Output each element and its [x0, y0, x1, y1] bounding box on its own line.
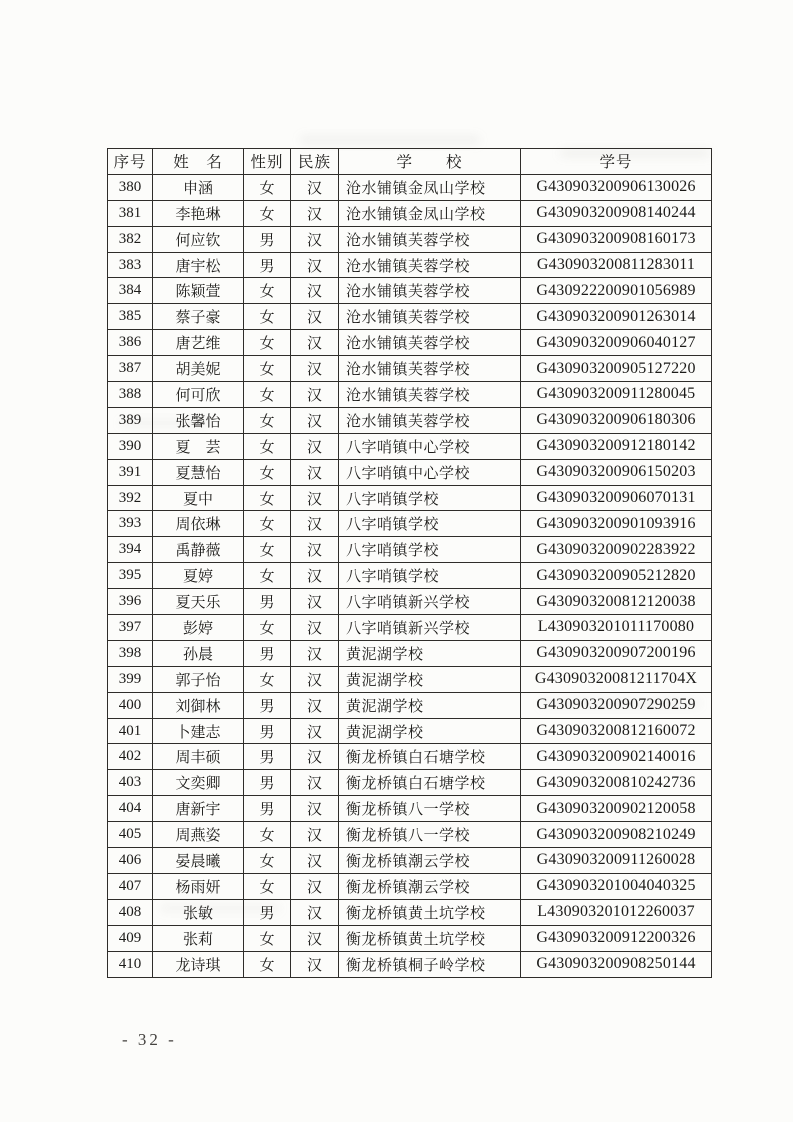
- table-row: [108, 226, 712, 252]
- cell-school: 衡龙桥镇潮云学校: [339, 848, 521, 874]
- cell-school: 衡龙桥镇白石塘学校: [339, 744, 521, 770]
- cell-school: 沧水铺镇芙蓉学校: [339, 330, 521, 356]
- cell-ethnicity: 汉: [291, 589, 339, 615]
- cell-student-id: G430903200906150203: [521, 459, 712, 485]
- cell-serial: 391: [108, 459, 153, 485]
- cell-student-id: G430903200905212820: [521, 563, 712, 589]
- cell-serial: 384: [108, 278, 153, 304]
- cell-name: 周依琳: [153, 511, 244, 537]
- cell-gender: 女: [244, 304, 291, 330]
- cell-ethnicity: 汉: [291, 537, 339, 563]
- cell-ethnicity: 汉: [291, 822, 339, 848]
- cell-school: 黄泥湖学校: [339, 666, 521, 692]
- cell-student-id: G430903200811283011: [521, 252, 712, 278]
- cell-student-id: G430903200810242736: [521, 770, 712, 796]
- cell-name: 周燕姿: [153, 822, 244, 848]
- table-row: [108, 304, 712, 330]
- cell-gender: 女: [244, 563, 291, 589]
- cell-serial: 404: [108, 796, 153, 822]
- cell-ethnicity: 汉: [291, 433, 339, 459]
- cell-gender: 女: [244, 485, 291, 511]
- table-row: [108, 796, 712, 822]
- cell-ethnicity: 汉: [291, 692, 339, 718]
- cell-gender: 女: [244, 951, 291, 977]
- cell-ethnicity: 汉: [291, 485, 339, 511]
- cell-name: 夏婷: [153, 563, 244, 589]
- cell-ethnicity: 汉: [291, 511, 339, 537]
- cell-ethnicity: 汉: [291, 459, 339, 485]
- cell-gender: 女: [244, 278, 291, 304]
- table-row: [108, 278, 712, 304]
- cell-name: 夏慧怡: [153, 459, 244, 485]
- cell-gender: 男: [244, 899, 291, 925]
- table-row: [108, 718, 712, 744]
- cell-gender: 男: [244, 692, 291, 718]
- table-row: [108, 744, 712, 770]
- cell-serial: 381: [108, 200, 153, 226]
- cell-school: 八字哨镇中心学校: [339, 459, 521, 485]
- table-row: [108, 925, 712, 951]
- cell-school: 沧水铺镇芙蓉学校: [339, 226, 521, 252]
- cell-school: 沧水铺镇芙蓉学校: [339, 356, 521, 382]
- cell-serial: 389: [108, 407, 153, 433]
- cell-student-id: L430903201012260037: [521, 899, 712, 925]
- cell-gender: 女: [244, 666, 291, 692]
- cell-gender: 男: [244, 589, 291, 615]
- col-header-ethnicity: 民族: [291, 149, 339, 175]
- cell-student-id: G430903200902283922: [521, 537, 712, 563]
- cell-serial: 395: [108, 563, 153, 589]
- table-header: [108, 149, 712, 175]
- cell-student-id: G430903200906180306: [521, 407, 712, 433]
- student-roster-table: [107, 148, 712, 978]
- cell-student-id: G430903200907290259: [521, 692, 712, 718]
- cell-serial: 390: [108, 433, 153, 459]
- cell-serial: 401: [108, 718, 153, 744]
- cell-gender: 女: [244, 200, 291, 226]
- table-row: [108, 433, 712, 459]
- cell-gender: 男: [244, 796, 291, 822]
- cell-serial: 410: [108, 951, 153, 977]
- cell-serial: 400: [108, 692, 153, 718]
- cell-gender: 男: [244, 718, 291, 744]
- cell-school: 衡龙桥镇黄土坑学校: [339, 925, 521, 951]
- cell-ethnicity: 汉: [291, 770, 339, 796]
- cell-ethnicity: 汉: [291, 796, 339, 822]
- cell-school: 衡龙桥镇白石塘学校: [339, 770, 521, 796]
- cell-serial: 394: [108, 537, 153, 563]
- table-row: [108, 407, 712, 433]
- cell-student-id: G430922200901056989: [521, 278, 712, 304]
- cell-gender: 女: [244, 433, 291, 459]
- table-row: [108, 563, 712, 589]
- cell-school: 衡龙桥镇八一学校: [339, 822, 521, 848]
- cell-name: 彭婷: [153, 615, 244, 641]
- cell-name: 蔡子豪: [153, 304, 244, 330]
- cell-name: 张莉: [153, 925, 244, 951]
- cell-gender: 女: [244, 822, 291, 848]
- cell-student-id: G430903200912180142: [521, 433, 712, 459]
- table-row: [108, 640, 712, 666]
- table-row: [108, 770, 712, 796]
- cell-student-id: G430903200908210249: [521, 822, 712, 848]
- cell-school: 衡龙桥镇黄土坑学校: [339, 899, 521, 925]
- cell-name: 陈颖萱: [153, 278, 244, 304]
- cell-school: 黄泥湖学校: [339, 718, 521, 744]
- table-row: [108, 252, 712, 278]
- col-header-gender: 性别: [244, 149, 291, 175]
- cell-name: 晏晨曦: [153, 848, 244, 874]
- table-row: [108, 822, 712, 848]
- cell-gender: 男: [244, 226, 291, 252]
- cell-serial: 403: [108, 770, 153, 796]
- cell-gender: 女: [244, 873, 291, 899]
- cell-school: 八字哨镇学校: [339, 537, 521, 563]
- cell-gender: 女: [244, 537, 291, 563]
- cell-school: 沧水铺镇芙蓉学校: [339, 278, 521, 304]
- cell-gender: 女: [244, 848, 291, 874]
- table-row: [108, 174, 712, 200]
- cell-gender: 女: [244, 174, 291, 200]
- header-row: [108, 149, 712, 175]
- cell-gender: 男: [244, 252, 291, 278]
- cell-school: 衡龙桥镇八一学校: [339, 796, 521, 822]
- table-row: [108, 537, 712, 563]
- cell-serial: 388: [108, 382, 153, 408]
- cell-ethnicity: 汉: [291, 174, 339, 200]
- cell-ethnicity: 汉: [291, 252, 339, 278]
- cell-serial: 385: [108, 304, 153, 330]
- cell-student-id: G430903200911260028: [521, 848, 712, 874]
- cell-school: 黄泥湖学校: [339, 640, 521, 666]
- cell-serial: 392: [108, 485, 153, 511]
- cell-school: 八字哨镇中心学校: [339, 433, 521, 459]
- cell-gender: 女: [244, 925, 291, 951]
- cell-student-id: G430903200908250144: [521, 951, 712, 977]
- cell-ethnicity: 汉: [291, 615, 339, 641]
- cell-student-id: G430903200812120038: [521, 589, 712, 615]
- cell-school: 八字哨镇新兴学校: [339, 615, 521, 641]
- table-row: [108, 511, 712, 537]
- cell-name: 何可欣: [153, 382, 244, 408]
- table-row: [108, 951, 712, 977]
- cell-student-id: G430903200901093916: [521, 511, 712, 537]
- cell-name: 周丰硕: [153, 744, 244, 770]
- cell-school: 沧水铺镇芙蓉学校: [339, 304, 521, 330]
- cell-serial: 393: [108, 511, 153, 537]
- cell-ethnicity: 汉: [291, 640, 339, 666]
- cell-student-id: G430903200907200196: [521, 640, 712, 666]
- cell-ethnicity: 汉: [291, 718, 339, 744]
- cell-school: 八字哨镇学校: [339, 511, 521, 537]
- cell-gender: 女: [244, 382, 291, 408]
- cell-name: 杨雨妍: [153, 873, 244, 899]
- cell-gender: 男: [244, 770, 291, 796]
- cell-ethnicity: 汉: [291, 899, 339, 925]
- cell-gender: 女: [244, 330, 291, 356]
- cell-serial: 383: [108, 252, 153, 278]
- table-row: [108, 873, 712, 899]
- table-row: [108, 692, 712, 718]
- cell-ethnicity: 汉: [291, 873, 339, 899]
- cell-student-id: G430903200902140016: [521, 744, 712, 770]
- cell-serial: 387: [108, 356, 153, 382]
- cell-student-id: G430903200908140244: [521, 200, 712, 226]
- cell-ethnicity: 汉: [291, 200, 339, 226]
- cell-ethnicity: 汉: [291, 382, 339, 408]
- cell-gender: 男: [244, 744, 291, 770]
- cell-serial: 405: [108, 822, 153, 848]
- cell-ethnicity: 汉: [291, 744, 339, 770]
- cell-serial: 407: [108, 873, 153, 899]
- cell-gender: 女: [244, 615, 291, 641]
- cell-school: 沧水铺镇金凤山学校: [339, 174, 521, 200]
- cell-name: 刘御林: [153, 692, 244, 718]
- cell-gender: 男: [244, 640, 291, 666]
- cell-gender: 女: [244, 407, 291, 433]
- table-row: [108, 459, 712, 485]
- cell-ethnicity: 汉: [291, 226, 339, 252]
- cell-school: 沧水铺镇金凤山学校: [339, 200, 521, 226]
- cell-name: 张馨怡: [153, 407, 244, 433]
- col-header-serial: 序号: [108, 149, 153, 175]
- cell-name: 夏 芸: [153, 433, 244, 459]
- cell-school: 黄泥湖学校: [339, 692, 521, 718]
- cell-name: 郭子怡: [153, 666, 244, 692]
- cell-student-id: L430903201011170080: [521, 615, 712, 641]
- cell-gender: 女: [244, 459, 291, 485]
- cell-name: 卜建志: [153, 718, 244, 744]
- scan-artifact: [300, 136, 480, 144]
- col-header-student-id: 学号: [521, 149, 712, 175]
- cell-ethnicity: 汉: [291, 563, 339, 589]
- cell-school: 沧水铺镇芙蓉学校: [339, 407, 521, 433]
- cell-name: 申涵: [153, 174, 244, 200]
- table-body: [108, 174, 712, 977]
- cell-serial: 397: [108, 615, 153, 641]
- cell-student-id: G430903200912200326: [521, 925, 712, 951]
- cell-ethnicity: 汉: [291, 330, 339, 356]
- cell-serial: 386: [108, 330, 153, 356]
- table-row: [108, 615, 712, 641]
- cell-name: 唐艺维: [153, 330, 244, 356]
- cell-student-id: G430903200906040127: [521, 330, 712, 356]
- cell-student-id: G43090320081211704X: [521, 666, 712, 692]
- cell-student-id: G430903200812160072: [521, 718, 712, 744]
- cell-school: 衡龙桥镇桐子岭学校: [339, 951, 521, 977]
- cell-school: 衡龙桥镇潮云学校: [339, 873, 521, 899]
- cell-serial: 396: [108, 589, 153, 615]
- cell-name: 唐新宇: [153, 796, 244, 822]
- table-row: [108, 485, 712, 511]
- cell-name: 张敏: [153, 899, 244, 925]
- cell-student-id: G430903200902120058: [521, 796, 712, 822]
- cell-serial: 399: [108, 666, 153, 692]
- cell-school: 八字哨镇新兴学校: [339, 589, 521, 615]
- cell-serial: 402: [108, 744, 153, 770]
- cell-school: 沧水铺镇芙蓉学校: [339, 382, 521, 408]
- cell-serial: 398: [108, 640, 153, 666]
- cell-name: 夏中: [153, 485, 244, 511]
- table-row: [108, 666, 712, 692]
- cell-name: 胡美妮: [153, 356, 244, 382]
- cell-ethnicity: 汉: [291, 407, 339, 433]
- cell-name: 何应钦: [153, 226, 244, 252]
- cell-serial: 409: [108, 925, 153, 951]
- cell-school: 八字哨镇学校: [339, 563, 521, 589]
- table-row: [108, 356, 712, 382]
- cell-name: 李艳琳: [153, 200, 244, 226]
- cell-student-id: G430903201004040325: [521, 873, 712, 899]
- cell-serial: 408: [108, 899, 153, 925]
- cell-name: 孙晨: [153, 640, 244, 666]
- cell-name: 唐宇松: [153, 252, 244, 278]
- cell-name: 夏天乐: [153, 589, 244, 615]
- cell-school: 沧水铺镇芙蓉学校: [339, 252, 521, 278]
- cell-student-id: G430903200901263014: [521, 304, 712, 330]
- cell-gender: 女: [244, 511, 291, 537]
- cell-gender: 女: [244, 356, 291, 382]
- cell-serial: 382: [108, 226, 153, 252]
- cell-ethnicity: 汉: [291, 951, 339, 977]
- col-header-school: 学 校: [339, 149, 521, 175]
- cell-name: 禹静薇: [153, 537, 244, 563]
- col-header-name: 姓 名: [153, 149, 244, 175]
- cell-school: 八字哨镇学校: [339, 485, 521, 511]
- cell-ethnicity: 汉: [291, 848, 339, 874]
- cell-name: 文奕卿: [153, 770, 244, 796]
- cell-serial: 406: [108, 848, 153, 874]
- cell-name: 龙诗琪: [153, 951, 244, 977]
- cell-serial: 380: [108, 174, 153, 200]
- cell-ethnicity: 汉: [291, 925, 339, 951]
- cell-ethnicity: 汉: [291, 356, 339, 382]
- cell-ethnicity: 汉: [291, 304, 339, 330]
- table-row: [108, 330, 712, 356]
- table-row: [108, 382, 712, 408]
- table-row: [108, 848, 712, 874]
- cell-ethnicity: 汉: [291, 666, 339, 692]
- page-number: - 32 -: [122, 1030, 177, 1049]
- cell-student-id: G430903200905127220: [521, 356, 712, 382]
- cell-student-id: G430903200906130026: [521, 174, 712, 200]
- table-row: [108, 589, 712, 615]
- cell-student-id: G430903200906070131: [521, 485, 712, 511]
- cell-student-id: G430903200911280045: [521, 382, 712, 408]
- cell-student-id: G430903200908160173: [521, 226, 712, 252]
- table-row: [108, 200, 712, 226]
- table-row: [108, 899, 712, 925]
- cell-ethnicity: 汉: [291, 278, 339, 304]
